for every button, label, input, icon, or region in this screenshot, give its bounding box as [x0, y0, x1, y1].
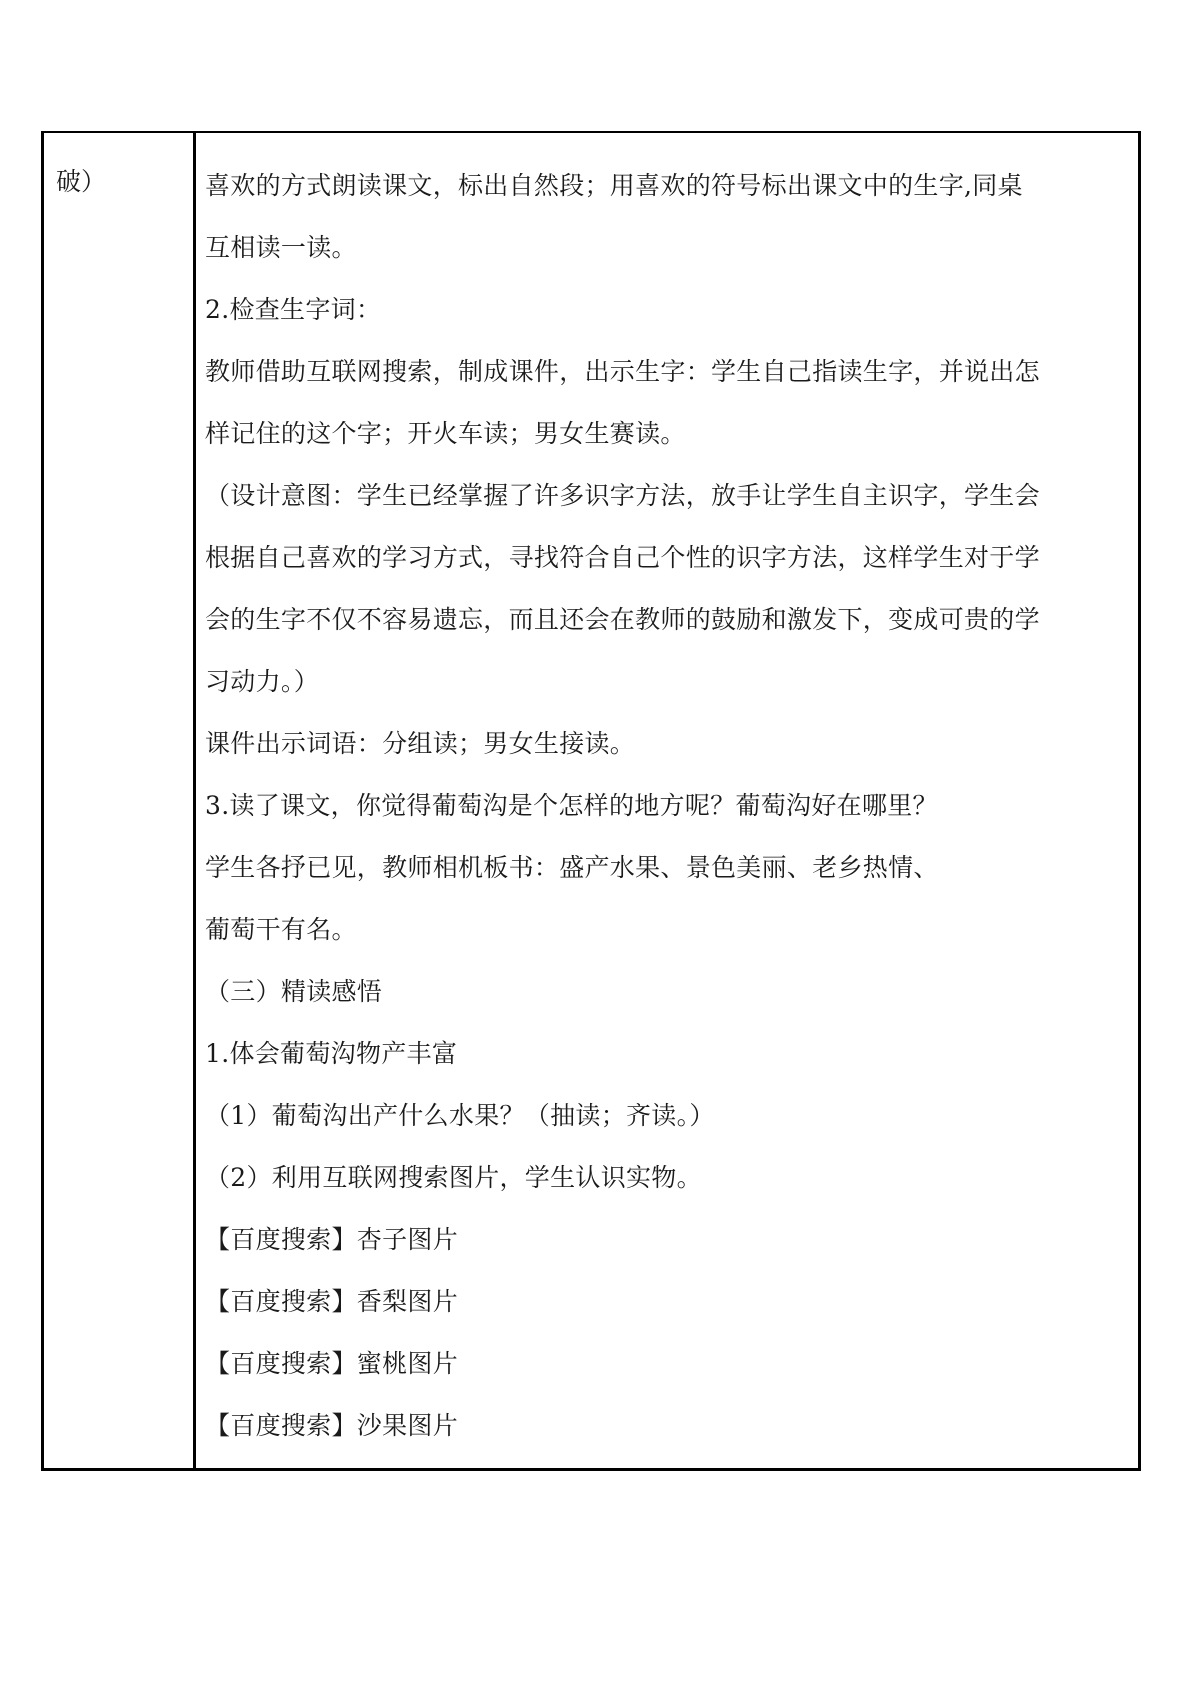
- text-line: 1.体会葡萄沟物产丰富: [205, 1039, 458, 1068]
- text-line: 【百度搜索】蜜桃图片: [205, 1349, 459, 1378]
- text-line: （三）精读感悟: [205, 977, 383, 1006]
- text-line: 3.读了课文，你觉得葡萄沟是个怎样的地方呢？葡萄沟好在哪里？: [205, 791, 938, 820]
- text-line: 葡萄干有名。: [205, 915, 357, 944]
- text-line: （2）利用互联网搜索图片，学生认识实物。: [205, 1163, 702, 1192]
- right-cell-content: [205, 173, 1135, 1475]
- text-line: 学生各抒已见，教师相机板书：盛产水果、景色美丽、老乡热情、: [205, 853, 939, 882]
- text-line: 【百度搜索】香梨图片: [205, 1287, 459, 1316]
- text-line: 互相读一读。: [205, 233, 357, 262]
- column-divider: [193, 133, 196, 1468]
- text-line: （1）葡萄沟出产什么水果？（抽读；齐读。）: [205, 1101, 715, 1130]
- text-line: 教师借助互联网搜索，制成课件，出示生字：学生自己指读生字，并说出怎: [205, 357, 1040, 386]
- lesson-table: [41, 131, 1141, 1471]
- text-line: 课件出示词语：分组读；男女生接读。: [205, 729, 636, 758]
- text-line: 喜欢的方式朗读课文，标出自然段；用喜欢的符号标出课文中的生字,同桌: [205, 171, 1023, 200]
- text-line: （设计意图：学生已经掌握了许多识字方法，放手让学生自主识字，学生会: [205, 481, 1040, 510]
- text-line: 样记住的这个字；开火车读；男女生赛读。: [205, 419, 686, 448]
- text-line: 【百度搜索】沙果图片: [205, 1411, 459, 1440]
- left-cell-text: 破）: [56, 167, 107, 196]
- text-line: 会的生字不仅不容易遗忘，而且还会在教师的鼓励和激发下，变成可贵的学: [205, 605, 1040, 634]
- text-line: 习动力。）: [205, 667, 320, 696]
- text-line: 【百度搜索】杏子图片: [205, 1225, 459, 1254]
- text-line: 2.检查生字词：: [205, 295, 382, 324]
- text-line: 根据自己喜欢的学习方式，寻找符合自己个性的识字方法，这样学生对于学: [205, 543, 1040, 572]
